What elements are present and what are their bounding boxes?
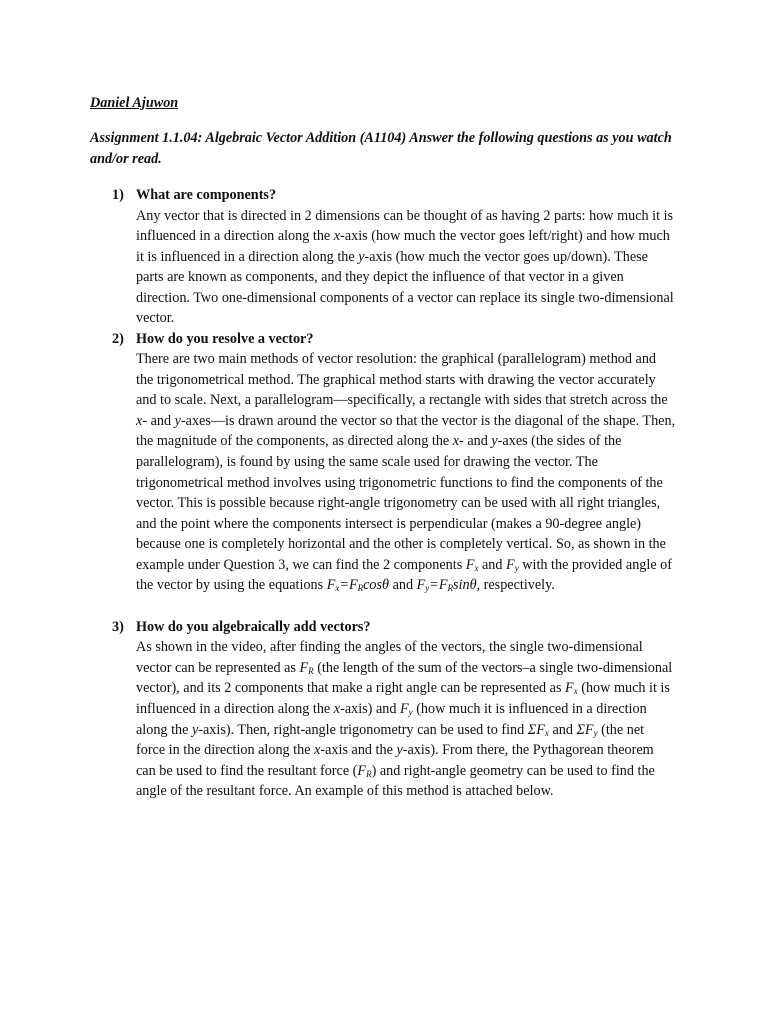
answer-text: There are two main methods of vector resolution: the graphical (parallelogram) method and the trigonometrical method. The graphical method starts with drawing the vector accurately and to scale. Next, a parallelogram—specifically, a rectangle with sides that stretch across the x- and y-axes—is drawn around the vector so that the vector is the diagonal of the shape. Then, the magnitude of the components, as directed along the x- and y-axes (the sides of the parallelogram), is found by using the same scale used for drawing the vector. The trigonometrical method involves using trigonometric functions to find the components of the vector. This is possible because right-angle trigonometry can be used with all right triangles, and the point where the components intersect is perpendicular (makes a 90-degree angle) because one is completely horizontal and the other is completely vertical. So, as shown in the example under Question 3, we can find the 2 components $F_x$ and $F_y$ with the provided angle of the vector by using the equations $F_x=F_R\cos\theta$ and $F_y=F_R\sin\theta$, respectively.: [136, 351, 676, 594]
author-name: Daniel Ajuwon: [90, 95, 179, 111]
question-item: [0, 617, 768, 802]
question-number: 2): [112, 330, 124, 347]
question-item: [0, 185, 768, 329]
answer-text: As shown in the video, after finding the angles of the vectors, the single two-dimensional vector can be represented as $F_R$ (the length of the sum of the vectors–a single two-dimensional vector), and its 2 components that make a right angle can be represented as $F_x$ (how much it is influenced in a direction along the x-axis) and $F_y$ (how much it is influenced in a direction along the y-axis). Then, right-angle trigonometry can be used to find $\Sigma F_x$ and $\Sigma F_y$ (the net force in the direction along the x-axis and the y-axis). From there, the Pythagorean theorem can be used to find the resultant force $(F_R)$ and right-angle geometry can be used to find the angle of the resultant force. An example of this method is attached below.: [136, 639, 673, 800]
answer-text: Any vector that is directed in 2 dimensions can be thought of as having 2 parts: how much it is influenced in a direction along the x-axis (how much the vector goes left/right) and how much it is influenced in a direction along the y-axis (how much the vector goes up/down). These parts are known as components, and they depict the influence of that vector in a given direction. Two one-dimensional components of a vector can replace its single two-dimensional vector.: [136, 207, 674, 327]
question-number: 1): [112, 187, 124, 203]
question-title: What are components?: [136, 187, 277, 203]
question-number: 3): [112, 618, 124, 635]
question-list: [0, 185, 768, 802]
question-title: How do you algebraically add vectors?: [136, 618, 371, 635]
question-title: How do you resolve a vector?: [136, 330, 314, 347]
question-item: [0, 329, 768, 596]
assignment-heading: Assignment 1.1.04: Algebraic Vector Addition (A1104) Answer the following questions as you watch and/or read.: [90, 130, 672, 167]
